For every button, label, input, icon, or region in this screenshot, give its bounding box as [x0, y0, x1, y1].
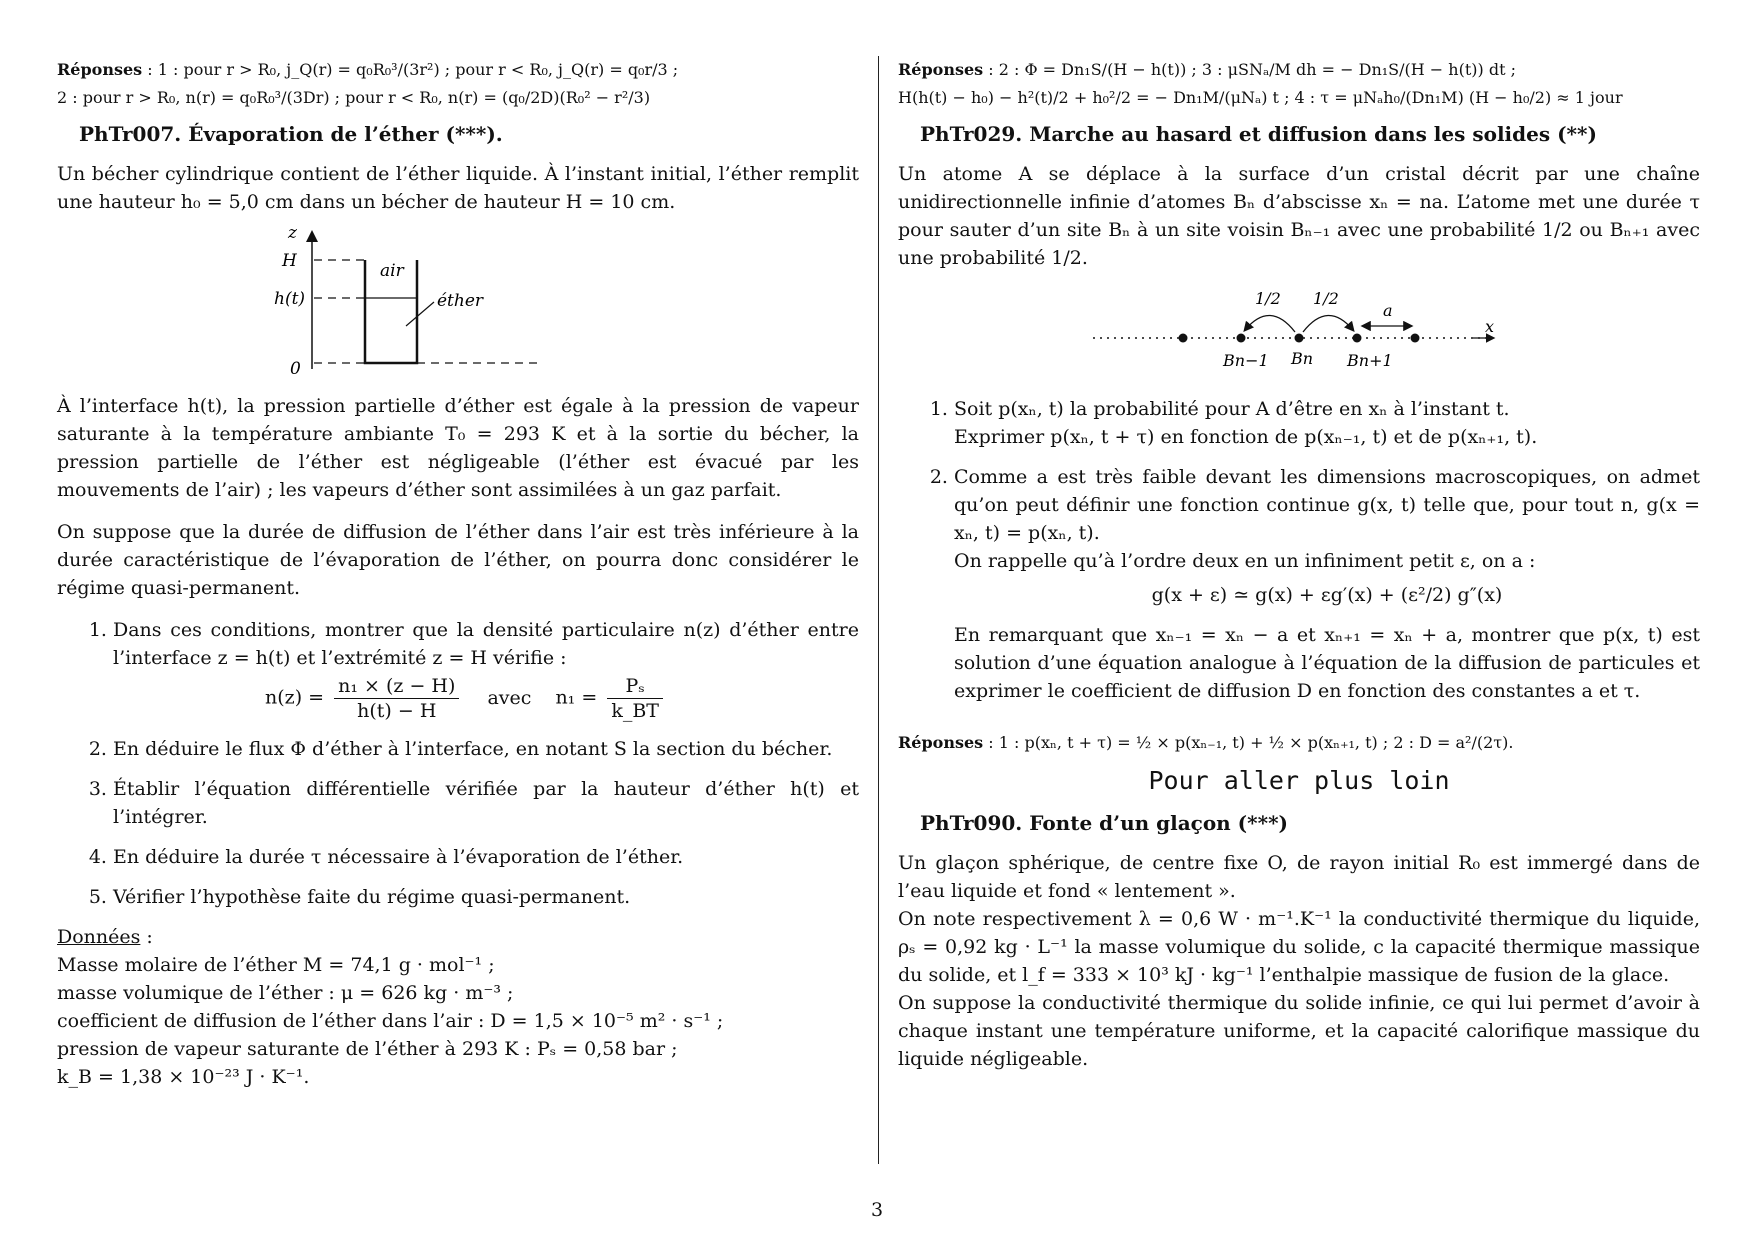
prob-left: 1/2	[1255, 289, 1281, 308]
left-column	[57, 56, 859, 1091]
jump-left-arrow	[1245, 315, 1295, 332]
answers-phtr029: Réponses : 1 : p(xₙ, t + τ) = ½ × p(xₙ₋₁, t) + ½ × p(xₙ₊₁, t) ; 2 : D = a²/(2τ).	[898, 733, 1514, 752]
label-b-current: Bn	[1291, 349, 1314, 368]
z-axis-label: z	[288, 223, 297, 243]
prob-right: 1/2	[1313, 289, 1339, 308]
data-block: Données : Masse molaire de l’éther M = 74,1 g · mol⁻¹ ; masse volumique de l’éther : μ = 626 kg · m⁻³ ; coefficient de diffusion de l’éther dans l’air : D = 1,5 × 10⁻⁵ m² · s⁻¹ ; pression de vapeur saturante de l’éther à 293 K : Pₛ = 0,58 bar ; k_B = 1,38 × 10⁻²³ J · K⁻¹.	[57, 923, 859, 1091]
question-4: 4. En déduire la durée τ nécessaire à l’évaporation de l’éther.	[113, 843, 859, 871]
jump-right-arrow	[1303, 315, 1353, 332]
label-ether: éther	[437, 291, 484, 311]
question-2: 2. Comme a est très faible devant les dimensions macroscopiques, on admet qu’on peut définir une fonction continue g(x, t) telle que, pour tout n, g(x = xₙ, t) = p(xₙ, t). On rappelle qu’à l’ordre deux en un infiniment petit ε, on a : g(x + ε) ≃ g(x) + εg′(x) + (ε²/2) g″(x) En remarquant que xₙ₋₁ = xₙ − a et xₙ₊₁ = xₙ + a, montrer que p(x, t) est solution d’une équation analogue à l’équation de la diffusion de particules et exprimer le coefficient de diffusion D en fonction des constantes a et τ.	[954, 463, 1700, 705]
label-b-prev: Bn−1	[1223, 351, 1269, 370]
paragraph-090-1: Un glaçon sphérique, de centre fixe O, de rayon initial R₀ est immergé dans de l’eau liquide et fond « lentement ».	[898, 852, 1700, 902]
exercise-title-phtr029: PhTr029. Marche au hasard et diffusion dans les solides (**)	[920, 122, 1597, 146]
answers-phtr007: Réponses : 2 : Φ = Dn₁S/(H − h(t)) ; 3 : μSNₐ/M dh = − Dn₁S/(H − h(t)) dt ; H(h(t) − h₀) − h²(t)/2 + h₀²/2 = − Dn₁M/(μNₐ) t ; 4 : τ = μNₐh₀/(Dn₁M) (H − h₀/2) ≈ 1 jour	[898, 60, 1623, 107]
ether-pointer	[406, 302, 434, 326]
intro-paragraph: Un bécher cylindrique contient de l’éther liquide. À l’instant initial, l’éther remplit une hauteur h₀ = 5,0 cm dans un bécher de hauteur H = 10 cm.	[57, 163, 859, 213]
section-heading: Pour aller plus loin	[1148, 766, 1450, 795]
atom-site	[1179, 334, 1188, 343]
taylor-formula: g(x + ε) ≃ g(x) + εg′(x) + (ε²/2) g″(x)	[1151, 584, 1503, 606]
right-column	[898, 56, 1700, 1073]
spacing-label: a	[1383, 301, 1393, 320]
exercise-title-phtr090: PhTr090. Fonte d’un glaçon (***)	[920, 811, 1288, 835]
paragraph-interface: À l’interface h(t), la pression partielle d’éther est égale à la pression de vapeur saturante à la température ambiante T₀ = 293 K et à la sortie du bécher, la pression partielle de l’éther est négligeable (l’éther est évacué par les mouvements de l’air) ; les vapeurs d’éther sont assimilées à un gaz parfait.	[57, 395, 859, 501]
column-divider	[878, 56, 879, 1164]
data-line: coefficient de diffusion de l’éther dans l’air : D = 1,5 × 10⁻⁵ m² · s⁻¹ ;	[57, 1010, 724, 1032]
exercise-title-phtr007: PhTr007. Évaporation de l’éther (***).	[79, 122, 503, 146]
data-line: k_B = 1,38 × 10⁻²³ J · K⁻¹.	[57, 1066, 310, 1088]
label-H: H	[282, 251, 297, 271]
question-2: 2. En déduire le flux Φ d’éther à l’interface, en notant S la section du bécher.	[113, 735, 859, 763]
data-line: Masse molaire de l’éther M = 74,1 g · mol⁻¹ ;	[57, 954, 495, 976]
answers-phtr006: Réponses : 1 : pour r > R₀, j_Q(r) = q₀R₀³/(3r²) ; pour r < R₀, j_Q(r) = q₀r/3 ; 2 : pour r > R₀, n(r) = q₀R₀³/(3Dr) ; pour r < R₀, n(r) = (q₀/2D)(R₀² − r²/3)	[57, 60, 679, 107]
paragraph-090-2: On note respectivement λ = 0,6 W · m⁻¹.K⁻¹ la conductivité thermique du liquide, ρₛ = 0,92 kg · L⁻¹ la masse volumique du solide, c la capacité thermique massique du solide, et l_f = 333 × 10³ kJ · kg⁻¹ l’enthalpie massique de fusion de la glace.	[898, 908, 1700, 986]
data-line: masse volumique de l’éther : μ = 626 kg · m⁻³ ;	[57, 982, 514, 1004]
question-1: 1. Dans ces conditions, montrer que la densité particulaire n(z) d’éther entre l’interface z = h(t) et l’extrémité z = H vérifie : n(z) = $\frac{\text{n₁ × (z − H)}}{h(t) - H}$ avec n₁ = $\frac{\text{Pₛ}}{k\_BT}$	[113, 616, 859, 723]
atom-site-next	[1353, 334, 1362, 343]
paragraph-quasi-permanent: On suppose que la durée de diffusion de l’éther dans l’air est très inférieure à la durée caractéristique de l’évaporation de l’éther, on pourra donc considérer le régime quasi-permanent.	[57, 521, 859, 599]
beaker-figure	[274, 223, 622, 384]
paragraph-090-3: On suppose la conductivité thermique du solide infinie, ce qui lui permet d’avoir à chaque instant une température uniforme, et la capacité calorifique massique du liquide négligeable.	[898, 992, 1700, 1070]
question-3: 3. Établir l’équation différentielle vérifiée par la hauteur d’éther h(t) et l’intégrer.	[113, 775, 859, 831]
data-line: pression de vapeur saturante de l’éther à 293 K : Pₛ = 0,58 bar ;	[57, 1038, 678, 1060]
label-zero: 0	[290, 359, 301, 379]
label-air: air	[380, 261, 404, 281]
question-list-phtr029	[898, 395, 1700, 705]
question-5: 5. Vérifier l’hypothèse faite du régime quasi-permanent.	[113, 883, 859, 911]
atom-site-current	[1295, 334, 1304, 343]
question-list-phtr007	[57, 616, 859, 911]
intro-paragraph-029: Un atome A se déplace à la surface d’un cristal décrit par une chaîne unidirectionnelle infinie d’atomes Bₙ d’abscisse xₙ = na. L’atome met une durée τ pour sauter d’un site Bₙ à un site voisin Bₙ₋₁ avec une probabilité 1/2 ou Bₙ₊₁ avec une probabilité 1/2.	[898, 163, 1700, 269]
atom-chain-figure	[1093, 286, 1513, 381]
atom-site	[1411, 334, 1420, 343]
question-1: 1. Soit p(xₙ, t) la probabilité pour A d’être en xₙ à l’instant t. Exprimer p(xₙ, t + τ) en fonction de p(xₙ₋₁, t) et de p(xₙ₊₁, t).	[954, 395, 1700, 451]
label-b-next: Bn+1	[1347, 351, 1393, 370]
page-number: 3	[870, 1199, 884, 1221]
label-ht: h(t)	[274, 289, 306, 309]
formula-nz: n(z) = $\frac{\text{n₁ × (z − H)}}{h(t) - H}$ avec n₁ = $\frac{\text{Pₛ}}{k\_BT}$	[73, 674, 859, 723]
axis-x-label: x	[1485, 317, 1495, 336]
atom-site-prev	[1237, 334, 1246, 343]
